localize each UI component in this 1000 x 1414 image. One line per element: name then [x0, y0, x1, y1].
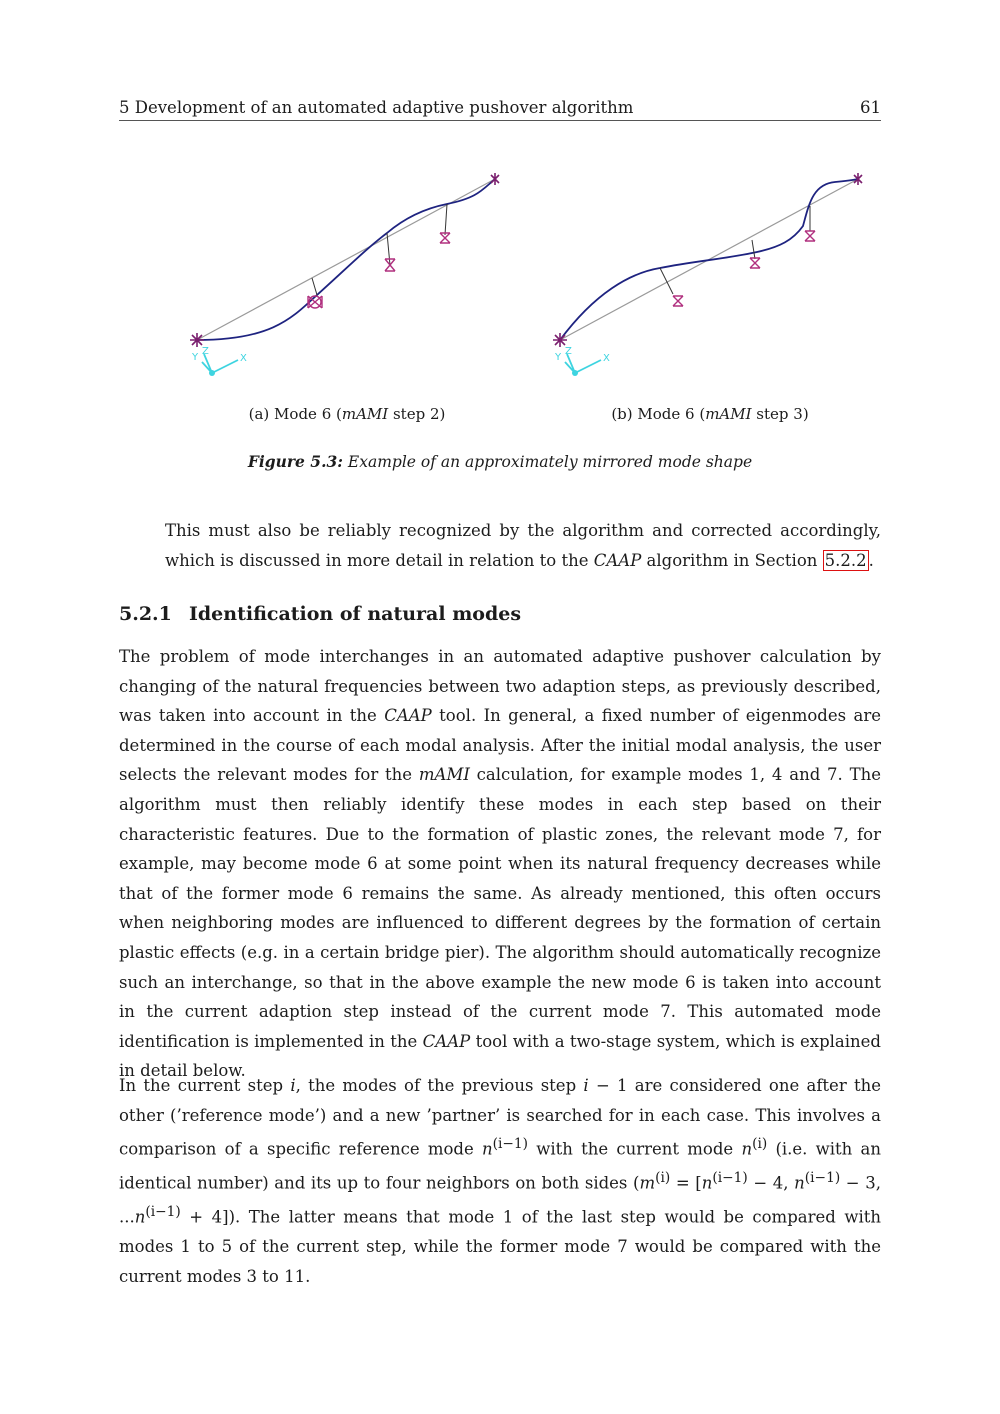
chapter-title: 5 Development of an automated adaptive pushover algorithm [119, 98, 634, 117]
subfigure-caption-a [212, 404, 482, 424]
axis-label-x: X [603, 353, 610, 364]
page-number: 61 [860, 98, 881, 117]
subfigure-caption-b [575, 404, 845, 424]
page-header [119, 96, 881, 121]
axis-triad-a [191, 346, 247, 376]
caption-a-prefix: (a) Mode 6 ( [248, 405, 342, 423]
pier-link-2 [752, 240, 755, 259]
support-node-left [190, 333, 204, 347]
bearing-symbol-2 [750, 258, 760, 268]
paragraph-3: In the current step i, the modes of the previous step i − 1 are considered one after the other (’reference mode’) and a new ’partner’ is searched for in each case. This involves a comparison of a specific reference mode $n^{(i-1)}$ with the current mode $n^{(i)}$ (i.e. with an identical number) and its up to four neighbors on both sides ($m^{(i)} = [n^{(i-1)} - 4$, $n^{(i-1)} - 3$, $...n^{(i-1)} + 4$]). The latter means that mode 1 of the last step would be compared with modes 1 to 5 of the current step, while the former mode 7 would be compared with the current modes 3 to 11. [119, 1076, 882, 1287]
pier-link-3 [445, 204, 447, 235]
section-reference-link[interactable]: 5.2.2 [824, 550, 867, 570]
support-node-right [491, 173, 499, 185]
section-number: 5.2.1 [119, 603, 172, 625]
bearing-symbol-3 [805, 231, 815, 241]
axis-triad-b [554, 346, 610, 376]
axis-label-z: Z [202, 346, 209, 357]
caption-b-italic: mAMI [705, 405, 752, 423]
axis-label-y: Y [555, 352, 562, 363]
figure-panel-b [545, 168, 875, 386]
paragraph-2: The problem of mode interchanges in an automated adaptive pushover calculation by changing of the natural frequencies between two adaption steps, as previously described, was taken into account in the CAAP tool. In general, a fixed number of eigenmodes are determined in the course of each modal analysis. After the initial modal analysis, the user selects the relevant modes for the mAMI calculation, for example modes 1, 4 and 7. The algorithm must then reliably identify these modes in each step based on their characteristic features. Due to the formation of plastic zones, the relevant mode 7, for example, may become mode 6 at some point when its natural frequency decreases while that of the former mode 6 remains the same. As already mentioned, this often occurs when neighboring modes are influenced to different degrees by the formation of certain plastic effects (e.g. in a certain bridge pier). The algorithm should automatically recognize such an interchange, so that in the above example the new mode 6 is taken into account in the current adaption step instead of the current mode 7. This automated mode identification is implemented in the CAAP tool with a two-stage system, which is explained in detail below. [119, 647, 882, 1081]
caption-a-italic: mAMI [341, 405, 389, 423]
pier-link-2 [387, 233, 390, 265]
figure-panel-a [182, 168, 512, 386]
section-heading [119, 600, 881, 628]
mode-shape-diagram-a [182, 168, 512, 386]
support-node-left [553, 333, 567, 347]
paragraph-1: This must also be reliably recognized by the algorithm and corrected accordingly, which is discussed in more detail in relation to the CAAP algorithm in Section 5.2.2 . [165, 521, 881, 570]
caption-b-suffix: step 3) [751, 405, 809, 423]
mode-shape-diagram-b [545, 168, 875, 386]
pier-link-1 [312, 278, 317, 295]
caption-b-prefix: (b) Mode 6 ( [611, 405, 706, 423]
section-title: Identification of natural modes [189, 603, 522, 625]
figure-caption-text: Example of an approximately mirrored mode shape [343, 453, 753, 471]
pier-link-1 [660, 268, 673, 294]
bearing-symbol-1 [673, 296, 683, 306]
figure-caption [119, 451, 881, 473]
axis-label-z: Z [565, 346, 572, 357]
axis-label-y: Y [192, 352, 199, 363]
caption-a-suffix: step 2) [388, 405, 446, 423]
axis-label-x: X [240, 353, 247, 364]
figure-caption-label: Figure 5.3: [247, 452, 343, 471]
